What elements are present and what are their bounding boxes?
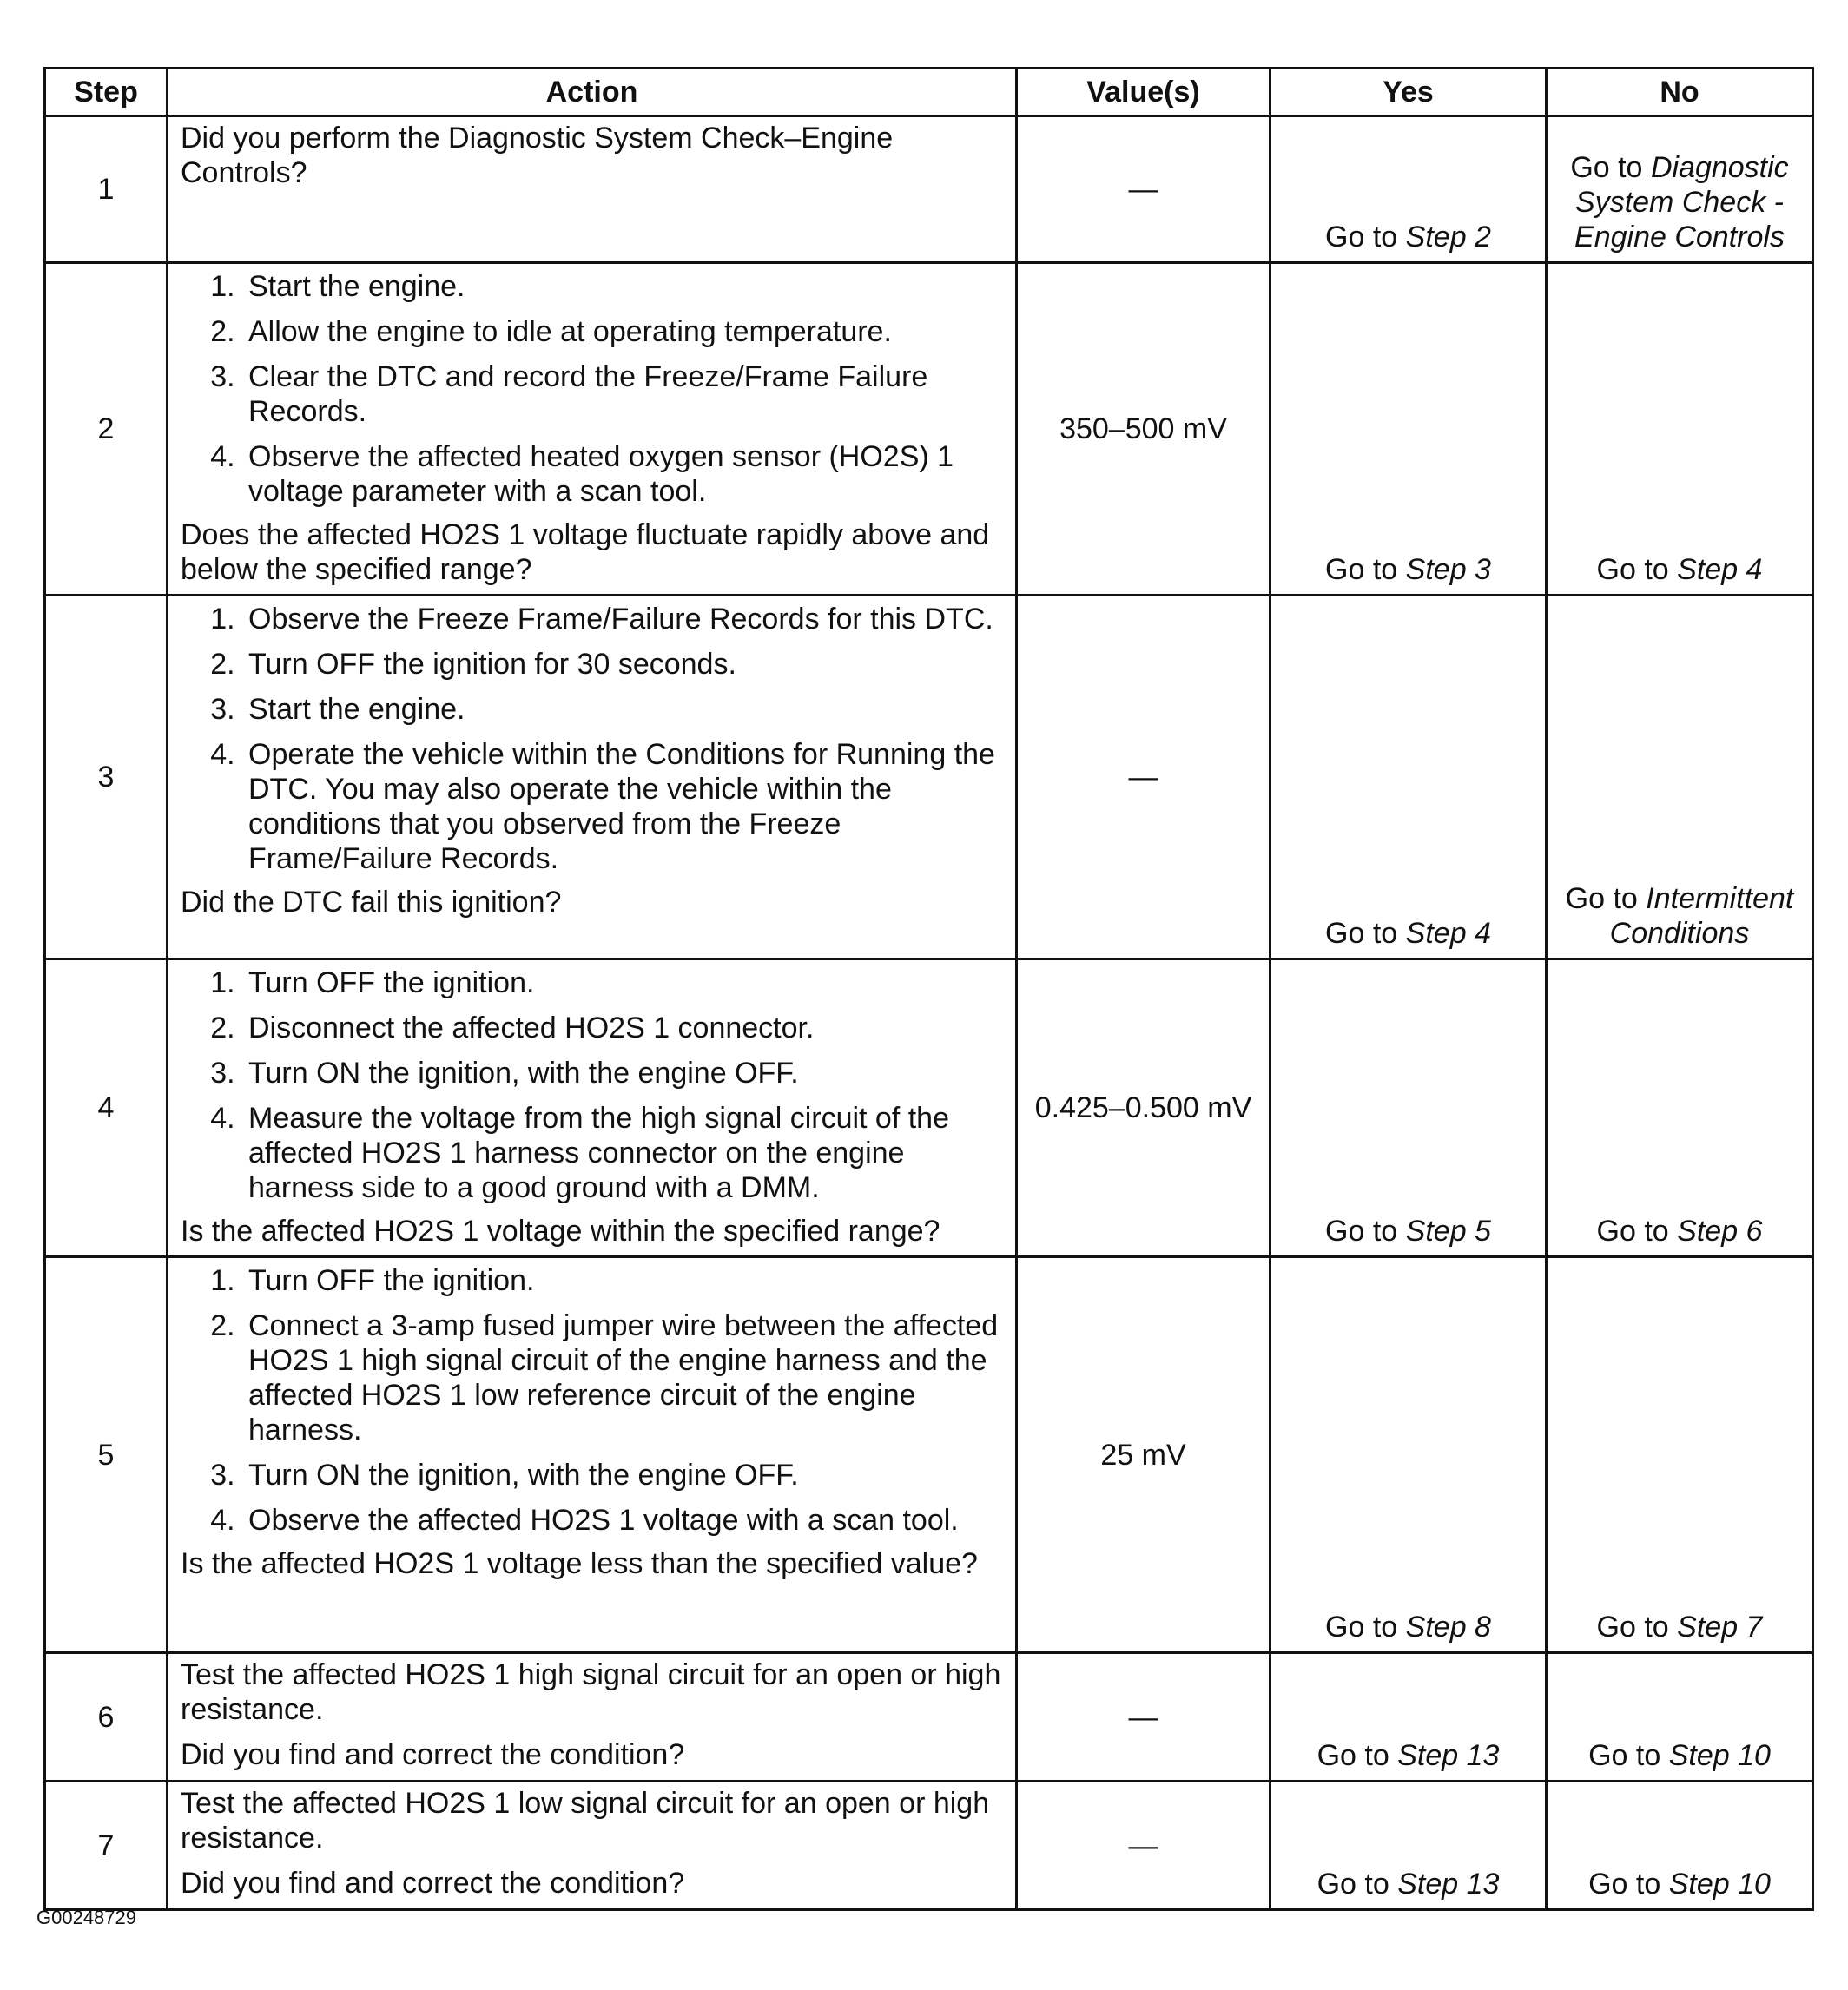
header-no: No xyxy=(1547,69,1813,116)
action-steps-list xyxy=(181,1263,1003,1538)
action-cell xyxy=(168,1653,1017,1782)
step-number: 1 xyxy=(45,116,168,263)
no-prefix: Go to xyxy=(1570,151,1643,184)
yes-target: Step 3 xyxy=(1405,553,1491,586)
header-yes: Yes xyxy=(1270,69,1547,116)
no-cell xyxy=(1547,263,1813,596)
no-target: Step 10 xyxy=(1668,1739,1771,1772)
action-step: 3. Start the engine. xyxy=(243,692,1003,727)
action-steps-list xyxy=(181,269,1003,509)
no-prefix: Go to xyxy=(1565,882,1638,915)
table-row xyxy=(45,1782,1813,1910)
action-step: 1. Turn OFF the ignition. xyxy=(243,1263,1003,1298)
yes-prefix: Go to xyxy=(1325,553,1398,586)
action-cell xyxy=(168,1257,1017,1653)
yes-cell xyxy=(1270,959,1547,1257)
header-action: Action xyxy=(168,69,1017,116)
no-cell xyxy=(1547,596,1813,959)
header-row xyxy=(45,69,1813,116)
action-text: Test the affected HO2S 1 low signal circuit for an open or high resistance. xyxy=(181,1787,990,1855)
no-cell xyxy=(1547,1782,1813,1910)
yes-target: Step 4 xyxy=(1405,917,1491,950)
yes-target: Step 13 xyxy=(1397,1739,1500,1772)
step-number: 6 xyxy=(45,1653,168,1782)
table-row xyxy=(45,263,1813,596)
action-question: Is the affected HO2S 1 voltage less than the specified value? xyxy=(181,1547,978,1580)
yes-target: Step 5 xyxy=(1405,1215,1491,1248)
no-prefix: Go to xyxy=(1596,1215,1669,1248)
value-cell: 0.425–0.500 mV xyxy=(1017,959,1270,1257)
action-step: 2. Turn OFF the ignition for 30 seconds. xyxy=(243,647,1003,682)
action-cell xyxy=(168,1782,1017,1910)
yes-cell xyxy=(1270,263,1547,596)
action-step: 2. Allow the engine to idle at operating temperature. xyxy=(243,314,1003,349)
action-step: 3. Clear the DTC and record the Freeze/Frame Failure Records. xyxy=(243,359,1003,429)
value-cell: — xyxy=(1017,596,1270,959)
header-values: Value(s) xyxy=(1017,69,1270,116)
no-target: Step 10 xyxy=(1668,1868,1771,1901)
action-step: 2. Disconnect the affected HO2S 1 connector. xyxy=(243,1011,1003,1045)
table-row xyxy=(45,959,1813,1257)
yes-cell xyxy=(1270,596,1547,959)
yes-prefix: Go to xyxy=(1317,1868,1389,1901)
no-cell xyxy=(1547,116,1813,263)
action-question: Did the DTC fail this ignition? xyxy=(181,886,562,919)
step-number: 5 xyxy=(45,1257,168,1653)
no-cell xyxy=(1547,1257,1813,1653)
figure-id: G00248729 xyxy=(36,1907,136,1928)
value-cell: — xyxy=(1017,1653,1270,1782)
no-target: Step 6 xyxy=(1677,1215,1763,1248)
action-step: 1. Turn OFF the ignition. xyxy=(243,965,1003,1000)
action-step: 4. Observe the affected HO2S 1 voltage with a scan tool. xyxy=(243,1503,1003,1538)
action-question: Did you find and correct the condition? xyxy=(181,1867,685,1900)
action-cell xyxy=(168,596,1017,959)
step-number: 4 xyxy=(45,959,168,1257)
yes-prefix: Go to xyxy=(1325,221,1398,254)
value-cell: 350–500 mV xyxy=(1017,263,1270,596)
yes-target: Step 2 xyxy=(1405,221,1491,254)
table-row xyxy=(45,596,1813,959)
action-step: 4. Measure the voltage from the high signal circuit of the affected HO2S 1 harness connector on the engine harness side to a good ground with a DMM. xyxy=(243,1101,1003,1205)
no-prefix: Go to xyxy=(1596,1611,1669,1644)
no-prefix: Go to xyxy=(1596,553,1669,586)
yes-cell xyxy=(1270,1782,1547,1910)
action-steps-list xyxy=(181,602,1003,876)
action-step: 3. Turn ON the ignition, with the engine OFF. xyxy=(243,1056,1003,1091)
action-question: Is the affected HO2S 1 voltage within the specified range? xyxy=(181,1215,940,1248)
action-question: Does the affected HO2S 1 voltage fluctuate rapidly above and below the specified range? xyxy=(181,518,990,586)
yes-target: Step 13 xyxy=(1397,1868,1500,1901)
no-target: Step 7 xyxy=(1677,1611,1763,1644)
step-number: 7 xyxy=(45,1782,168,1910)
value-cell: — xyxy=(1017,116,1270,263)
no-target: Diagnostic System Check - Engine Controls xyxy=(1574,151,1789,254)
step-number: 3 xyxy=(45,596,168,959)
diagnostic-table-container xyxy=(43,67,1812,1911)
action-steps-list xyxy=(181,965,1003,1205)
no-target: Step 4 xyxy=(1677,553,1763,586)
yes-cell xyxy=(1270,1653,1547,1782)
action-step: 1. Start the engine. xyxy=(243,269,1003,304)
table-row xyxy=(45,116,1813,263)
no-prefix: Go to xyxy=(1588,1868,1661,1901)
action-cell xyxy=(168,116,1017,263)
yes-target: Step 8 xyxy=(1405,1611,1491,1644)
action-text: Test the affected HO2S 1 high signal circuit for an open or high resistance. xyxy=(181,1658,1001,1726)
table-row xyxy=(45,1257,1813,1653)
no-cell xyxy=(1547,959,1813,1257)
action-question: Did you find and correct the condition? xyxy=(181,1738,685,1771)
yes-prefix: Go to xyxy=(1325,917,1398,950)
action-text: Did you perform the Diagnostic System Check–Engine Controls? xyxy=(181,122,894,189)
no-cell xyxy=(1547,1653,1813,1782)
diagnostic-table xyxy=(43,67,1814,1911)
no-target: Intermittent Conditions xyxy=(1609,882,1794,950)
action-cell xyxy=(168,263,1017,596)
action-step: 2. Connect a 3-amp fused jumper wire between the affected HO2S 1 high signal circuit of the engine harness and the affected HO2S 1 low reference circuit of the engine harness. xyxy=(243,1308,1003,1447)
value-cell: — xyxy=(1017,1782,1270,1910)
value-cell: 25 mV xyxy=(1017,1257,1270,1653)
action-step: 4. Observe the affected heated oxygen sensor (HO2S) 1 voltage parameter with a scan tool. xyxy=(243,439,1003,509)
yes-cell xyxy=(1270,1257,1547,1653)
yes-prefix: Go to xyxy=(1325,1611,1398,1644)
yes-cell xyxy=(1270,116,1547,263)
action-step: 1. Observe the Freeze Frame/Failure Records for this DTC. xyxy=(243,602,1003,636)
yes-prefix: Go to xyxy=(1317,1739,1389,1772)
action-step: 3. Turn ON the ignition, with the engine OFF. xyxy=(243,1458,1003,1492)
action-step: 4. Operate the vehicle within the Conditions for Running the DTC. You may also operate the vehicle within the conditions that you observed from the Freeze Frame/Failure Records. xyxy=(243,737,1003,876)
header-step: Step xyxy=(45,69,168,116)
action-cell xyxy=(168,959,1017,1257)
no-prefix: Go to xyxy=(1588,1739,1661,1772)
yes-prefix: Go to xyxy=(1325,1215,1398,1248)
step-number: 2 xyxy=(45,263,168,596)
table-row xyxy=(45,1653,1813,1782)
